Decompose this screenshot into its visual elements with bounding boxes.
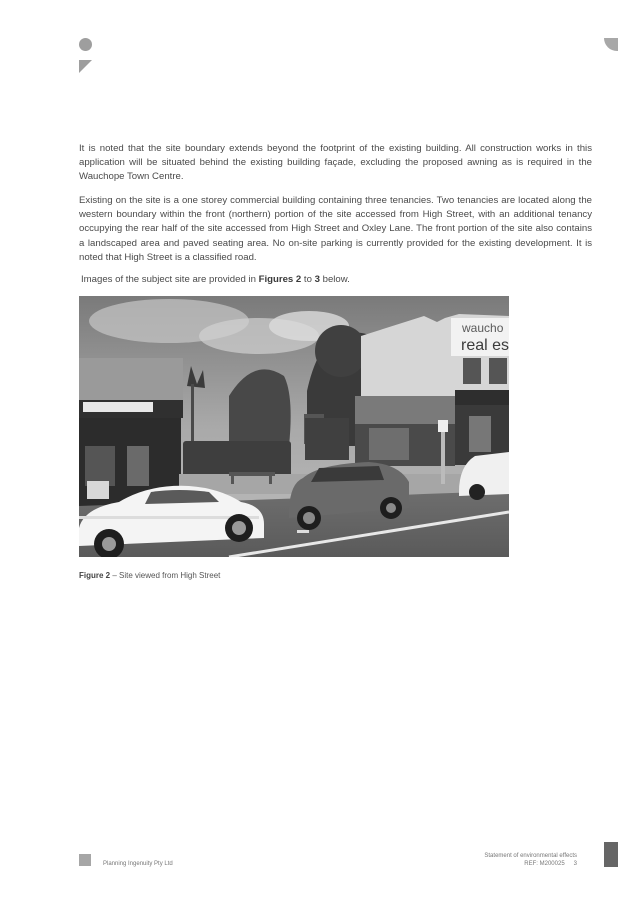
footer-company: Planning Ingenuity Pty Ltd xyxy=(103,861,173,867)
paragraph-existing-site: Existing on the site is a one storey commercial building containing three tenancies. Two tenancies are located along the western boundary within the front (northern) portion of the site accessed from High Street, with an additional tenancy occupying the rear half of the site accessed from High Street and Oxley Lane. The front portion of the site also contains a landscaped area and paved seating area. No on-site parking is currently provided for the existing development. It is noted that High Street is a classified road. xyxy=(79,195,592,263)
footer-bar-mark xyxy=(604,842,618,867)
footer-ref-code: REF: M200025 xyxy=(524,861,565,867)
footer-document-title: Statement of environmental effects xyxy=(484,853,577,859)
logo-circle-shape xyxy=(79,38,92,51)
logo-triangle-shape xyxy=(79,60,92,73)
paragraph-site-boundary: It is noted that the site boundary extends beyond the footprint of the existing building. All construction works in this application will be situated behind the existing building façade, excluding the proposed awning as is required in the Wauchope Town Centre. xyxy=(79,143,592,183)
intro-text-after: below. xyxy=(319,274,350,285)
page-number: 3 xyxy=(573,861,577,867)
sign-text-top: waucho xyxy=(462,321,504,335)
corner-decoration xyxy=(604,38,618,51)
site-photo xyxy=(79,296,509,557)
figure-ref-3: 3 xyxy=(314,274,320,285)
intro-text-before: Images of the subject site are provided in xyxy=(81,274,259,285)
figure-caption-label: Figure 2 xyxy=(79,571,111,580)
footer-reference xyxy=(524,861,577,867)
footer-square-mark xyxy=(79,854,91,866)
figure-ref-2: Figures 2 xyxy=(258,274,302,285)
paragraph-figures-intro xyxy=(81,273,594,287)
intro-text-middle: to xyxy=(301,274,315,285)
figure-caption xyxy=(79,571,220,580)
sign-text-bottom: real es xyxy=(461,337,509,354)
figure-caption-text: – Site viewed from High Street xyxy=(110,571,221,580)
